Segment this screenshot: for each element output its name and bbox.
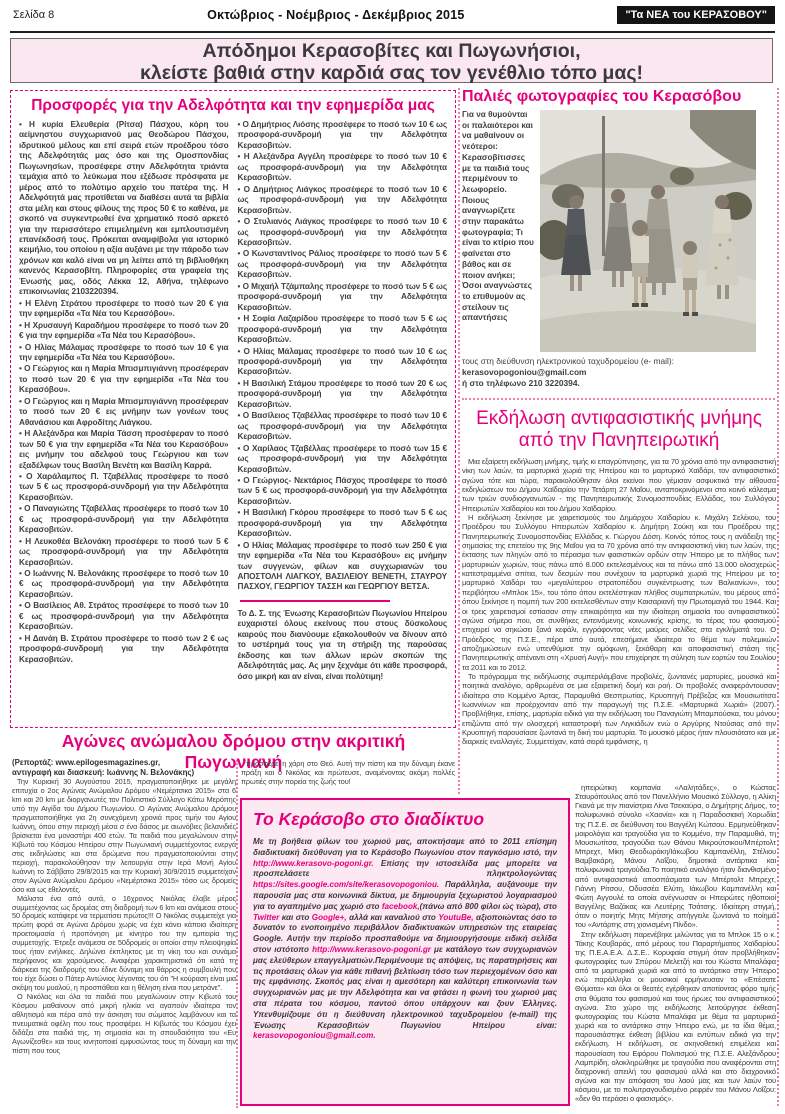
text-run: Παράλληλα, αυξάνουμε την παρουσία μας στα κοινωνικά δίκτυα, με δημιουργία ξεχωριστού λογαριασμού για το αγαπημένο μας χωριό στο	[253, 880, 557, 911]
paragraph: • Ο Γεώργιος και η Μαρία Μπισμπιγιάννη προσέφεραν το ποσό των 20 € για την εφημερίδα «Τα Νέα του Κερασόβου».	[19, 364, 229, 395]
donations-title: Προσφορές για την Αδελφότητα και την εφημερίδα μας	[31, 97, 435, 114]
paragraph: Μάλιστα ένα από αυτά, ο 16χρονος Νικόλας έλαβε μέρος συμμετέχοντας ως δρομέας στη διαδρομή των 6 km και ανάμεσα στους 50 δρομείς κατάφερε να τερματίσει πρώτος!!! Ο Νικόλας συμμετείχε για πρώτη φορά σε Αγώνα Δρόμου χωρίς να έχει κάνει κάποια ιδιαίτερη προετοιμασία ή προπόνηση με κίνητρο του την εμπειρία της συμμετοχής. Έτρεξε ανάμεσα σε 50δρομείς οι οποίοι στην πλειοψηφία τους ήταν ενήλικες. Δηλώνει έκπληκτος με τη νίκη του και συνάμα περήφανος και χαρούμενος. Αναφέρει χαρακτηριστικά ότι κατά τη διάρκεια της διαδρομής του έδινε δύναμη και θάρρος η συμβουλή που του είχε δώσει ο Πάτερ Αντώνιος λέγοντας του ότι "Η κούραση είναι μια σκέψη του μυαλού, η προσπάθεια και η θέληση είναι που μετράνε".	[12, 893, 236, 993]
donations-section	[10, 90, 456, 728]
race-body-column-1	[12, 778, 236, 1056]
banner-line2: κλείστε βαθιά στην καρδιά σας τον γενέθλιο τόπο μας!	[140, 61, 643, 84]
paragraph: • Η Χρυσαυγή Καραδήμου προσέφερε το ποσό των 20 € για την εφημερίδα «Τα Νέα του Κερασόβου».	[19, 320, 229, 341]
column-separator-main	[458, 88, 460, 794]
photo-caption-text: Για να θυμούνται οι παλαιότεροι και να μαθαίνουν οι νεότεροι: Κερασοβίτισσες με τα παιδιά τους περιμένουν το λεωφορείο. Ποιους αναγνωρίζετε στην παρακάτω φωτογραφία; Τι είναι το κτίριο που φαίνεται στο βάθος και σε ποιον ανήκει; Όσοι αναγνώστες το επιθυμούν ας στείλουν τις απαντήσεις	[462, 110, 534, 323]
web-link[interactable]: Google+,	[311, 912, 347, 922]
paragraph: • Ο Βασίλειος Αθ. Στράτος προσέφερε το ποσό των 10 € ως προσφορά-συνδρομή για την Αδελφότητα Κερασοβιτών.	[19, 601, 229, 632]
web-link[interactable]: YoutuBe,	[438, 912, 474, 922]
race-byline-line1: (Ρεπορτάζ: www.epilogesmagazines.gr,	[12, 758, 161, 767]
text-run: Με τη βοήθεια φίλων του χωριού μας, αποκτήσαμε από το 2011 επίσημη διαδικτυακή διεύθυνση για το Κεράσοβο Πωγωνίου στον παγκόσμιο ιστό, την	[253, 837, 557, 857]
donations-column-1	[19, 120, 229, 682]
paragraph: • Η Ελένη Στράτου προσέφερε το ποσό των 20 € για την εφημερίδα «Τα Νέα του Κερασόβου».	[19, 298, 229, 319]
photo-contact-note	[462, 356, 776, 389]
antifascist-body-wide	[462, 457, 776, 747]
issue-date: Οκτώβριος - Νοέμβριος - Δεκέμβριος 2015	[207, 8, 465, 22]
paragraph: Ο Νικόλας και όλα τα παιδιά που μεγαλώνουν στην Κιβωτό του Κόσμου μαθαίνουν από μικρή ηλικία να αγαπούν ιδιαίτερα τον αθλητισμό και πέρα από την άσκηση του σώματος λαμβάνουν και τα πνευματικά οφέλη που τους προσφέρει. Η Κιβωτός του Κόσμου έχει διδάξει στα παιδιά της, τη σημασία και τη σπουδαιότητα του «Ευ Αγωνίζεσθε» και τους κινητοποιεί εμφυσώντας τους τη δύναμη και την πίστη που τους	[12, 992, 236, 1055]
paragraph: ηπειρώτικη κομπανία «Λαλητάδες», ο Κώστας Σταυρόπουλος από τον Πανελλήνιο Μουσικό Σύλλογο, η Αλίκη Γκανά με την πιανίστρια Λίνα Τσεκαύρα, ο Δημήτρης Δήμος, το πολυφωνικό σύνολο «Χαονία» και η Παραδοσιακή Χορωδία της Π.Σ.Ε. σε διεύθυνση του Βαγγέλη Κώτσου. Ερμηνεύθηκαν μοιρολόγια και τραγούδια για το Κομμένο, την Παραμυθιά, τη Μουσιωτίτσα, τραγούδια των Θάνου Μικρούτσικου/Μπέρτολτ Μπρεχτ, Μίκη Θεοδωράκη/Ιάκωβου Καμπανέλλη, Στέλιου Βαμβακάρη, Μάνου Λοΐζου, δημοτικά αντάρτικα και πολυφωνικά τραγούδια.Το ποιητικό αναλόγιο ήταν διανθισμένο από αντιφασιστικά αποσπάσματα των Μπέρτολτ Μπρεχτ, Γιάννη Ρίτσου, Οδυσσέα Ελύτη, Ιάκωβου Καμπανέλλη και Φώτη Αγγουλέ τα οποία ανέγνωσαν οι Ηπειρώτες ηθοποιοί Βαγγέλης Βαζάκας και Λευτέρης Τσάτσης. Ιδιαίτερη στιγμή, όταν ο ποιητής Μητς Μήτσης απήγγειλε ζωντανά το ποίημά του «Αντάρτης στη χιονισμένη Πίνδο».	[575, 783, 776, 930]
text-run: και στο	[279, 912, 312, 922]
contact-email[interactable]: kerasovopogoniou@gmail.com	[462, 367, 587, 377]
paragraph: Μια εξαίρετη εκδήλωση μνήμης, τιμής κι επαγρύπνησης, για τα 70 χρόνια από την αντιφασιστική νίκη των λαών, τα μαρτυρικά χωριά της Ηπείρου και το μαρτυρικό Χαϊδάρι, τον αντιφασιστικό αγώνα τότε και τώρα, παρακολούθησαν όλοι εκείνοι που γέμισαν ασφυκτικά την αίθουσα εκδηλώσεων του Δήμου Χαϊδαρίου την Τετάρτη 27 Μαΐου, ανταποκρινόμενοι στο κοινό κάλεσμα των τριών συνδιοργανωτών - της Πανηπειρωτικής Συνομοσπονδίας Ελλάδας, του Συλλόγου Ηπειρωτών Χαϊδαρίου και του Δήμου Χαϊδαρίου.	[462, 457, 776, 513]
web-link[interactable]: Twitter	[253, 912, 280, 922]
paragraph: • Ο Γεώργιος και η Μαρία Μπισμπιγιάννη προσέφεραν το ποσό των 20 € εις μνήμην των γονέων τους Αθανάσιου και Αφροδίτης Λιάγκου.	[19, 396, 229, 427]
web-link[interactable]: http://www.kerasovo-pogoni.gr.	[253, 858, 374, 868]
internet-box-title: Το Κεράσοβο στο διαδίκτυο	[253, 809, 485, 829]
antifascist-title-line1: Εκδήλωση αντιφασιστικής μνήμης	[476, 408, 762, 429]
paragraph: • Ο Στυλιανός Λιάγκος προσέφερε το ποσό των 10 € ως προσφορά-συνδρομή για την Αδελφότητα Κερασοβιτών.	[237, 217, 447, 247]
paragraph: • Η Βασιλική Στάμου προσέφερε το ποσό των 20 € ως προσφορά-συνδρομή για την Αδελφότητα Κερασοβιτών.	[237, 378, 447, 409]
paragraph: • Ο Βασίλειος Τζαβέλλας προσέφερε το ποσό των 10 € ως προσφορά-συνδρομή για την Αδελφότητα Κερασοβιτών.	[237, 411, 447, 442]
column-separator-race	[236, 760, 238, 1108]
antifascist-title	[462, 408, 776, 451]
race-article-title: Αγώνες ανώμαλου δρόμου στην ακριτική Πωγωνιανή	[61, 731, 406, 772]
paragraph: Την Κυριακή 30 Αυγούστου 2015, πραγματοποιήθηκε με μεγάλη επιτυχία ο 2ος Αγώνας Ανώμαλου Δρόμου «Νεμέρτσικα 2015» στα 6 km και 20 km με διοργανωτές τον Πολιτιστικό Σύλλογο Κάτω Μερόπης υπό την Αιγίδα του Δήμου Πωγωνίου. Ο Αγώνας Ανώμαλου Δρόμου πραγματοποιήθηκε για 2η συνεχόμενη χρονιά προς τιμήν του Αγίου Ιωάννη, όπου στην περιοχή μέσα σ ένα δάσος με αιωνόβιες βελανιδιές βρίσκεται ένα μοναστήρι 400 ετών. Τα παιδιά που μεγαλώνουν στην Κιβωτό του Κόσμου Ηπείρου στην Πωγωνιανή συμμετέχοντας ενεργά στις εκδηλώσεις και στα δρώμενα που πραγματοποιούνται στην περιοχή, παρακολούθησαν την λειτουργία στην Ιερά Μονή Αγίου Ιωάννη το Σάββατο 29/8/2015 και την Κυριακή 30/9/2015 συμμετείχαν στον Αγώνα Ανώμαλου Δρόμου «Νεμέρτσικα 2015» τόσο ως δρομείς όσο και ως εθελοντές.	[12, 777, 236, 894]
text-run: αξιοποιώντας όσο το δυνατόν το ενοποιημένο περιβάλλον διαδικτυακών υπηρεσιών της εταιρείας Google. Αυτήν την περίοδο προσπαθούμε να δημιουργήσουμε ειδική σελίδα στον ιστότοπο	[253, 912, 557, 954]
web-link[interactable]: https://sites.google.com/site/kerasovopogoniou.	[253, 880, 440, 890]
paragraph: • Η Βασιλική Γκόρου προσέφερε το ποσό των 5 € ως προσφορά-συνδρομή για την Αδελφότητα Κερασοβιτών.	[237, 508, 447, 539]
contact-phone: ή στο τηλέφωνο 210 3220394.	[462, 378, 580, 388]
race-article-column-1	[12, 758, 236, 1056]
paragraph: • Ο Μιχαήλ Τζάμπαλης προσέφερε το ποσό των 5 € ως προσφορά-συνδρομή για την Αδελφότητα Κερασοβιτών.	[237, 281, 447, 312]
race-byline	[12, 758, 236, 777]
web-link[interactable]: http://www.kerasovo-pogoni.gr	[312, 944, 431, 954]
paragraph: • Ο Κωνσταντίνος Ράλιος προσέφερε το ποσό των 5 € ως προσφορά-συνδρομή για την Αδελφότητα Κερασοβιτών.	[237, 249, 447, 280]
page-header	[13, 6, 775, 24]
text-run: (πάνω από 800 φίλοι ώς τώρα), στο	[419, 901, 558, 911]
race-article-column-2: προσφέρει η χάρη στο Θεό. Αυτή την πίστη και την δύναμη έκανε πράξη και ο Νικόλας και πρώτευσε, αναμένοντας ακόμη πολλές πρωτιές στην πορεία της ζωής του!	[241, 759, 455, 786]
text-run: με κατάλογο των συγχωριανών μας ελεύθερων επαγγελματιών.Περιμένουμε τις απόψεις, τις παρατηρήσεις και τις προτάσεις όλων για κάθε πιθανή βελτίωση τόσο των περιεχομένων όσο και της εμφάνισης. Σκοπός μας είναι η αμεσότερη και καλύτερη επικοινωνία των συγχωριανών μας με την Αδελφότητα και να φτάσει η φωνή του χωριού μας στα πέρατα του κόσμου, παντού όπου υπάρχουν και ζουν Έλληνες. Υπενθυμίζουμε ότι η διεύθυνση ηλεκτρονικού ταχυδρομείου (e-mail) της Ένωσης Κερασοβιτών Πωγωνίου Ηπείρου είναι:	[253, 944, 557, 1030]
paragraph: • Ο Δημήτριος Λιόσης προσέφερε το ποσό των 10 € ως προσφορά-συνδρομή για την Αδελφότητα Κερασοβιτών.	[237, 120, 447, 150]
internet-box-body	[253, 837, 557, 1042]
paragraph: • Η Αλεξάνδρα και Μαρία Τάσση προσέφεραν το ποσό των 50 € για την εφημερίδα «Τα Νέα του Κερασόβου» εις μνήμην του αδελφού τους Γεώργιου και των εξαδέλφων τους Βασίλη Βενέτη και Βασίλη Καρρά.	[19, 429, 229, 470]
paragraph: • Η κυρία Ελευθερία (Ρίτσα) Πάσχου, κόρη του αείμνηστου συγχωριανού μας Θεοδώρου Πάσχου, ιδρυτικού μέλους και επί σειρά ετών προέδρου τόσο της Αδελφότητάς μας όσο και της Ομοσπονδίας Πωγωνησίων, προσέφερε στην Αδελφότητα τριάντα τεμάχια από το λεύκωμα που εξέδωσε πρόσφατα με μέρος από το πολύτιμο αρχείο του πατέρα της. Η Αδελφότητά μας προτίθεται να διαθέσει αυτά τα βιβλία στα μέλη και στους φίλους της προς 50 € το καθένα, με σκοπό να συγκεντρωθεί ένα χρηματικό ποσό αρκετό για την περισσότερο επιμελημένη και εμπλουτισμένη επανέκδοσή τους. Πρόκειται αναμφίβολα για ιστορικό κειμήλιο, του οποίου η αξία αυξάνει με την πάροδο των χρόνων και καλό είναι να μη λείπει από τη βιβλιοθήκη κανενός Κερασοβίτη. Πληροφορίες στα γραφεία της Ένωσής μας, οδός Λέκκα 12, Αθήνα, τηλέφωνο επικοινωνίας 2103220394.	[19, 120, 229, 297]
paragraph: • Η Λευκοθέα Βελονάκη προσέφερε το ποσό των 5 € ως προσφορά-συνδρομή για την Αδελφότητα Κερασοβιτών.	[19, 536, 229, 567]
paragraph: • Ο Ιωάννης Ν. Βελονάκης προσέφερε το ποσό των 10 € ως προσφορά-συνδρομή για την Αδελφότητα Κερασοβιτών.	[19, 569, 229, 599]
appeal-banner	[10, 38, 773, 83]
race-byline-line2: αντιγραφή και διασκευή: Ιωάννης Ν. Βελονάκης)	[12, 767, 195, 777]
right-margin-separator	[777, 88, 779, 1106]
banner-line1: Απόδημοι Κερασοβίτες και Πωγωνήσιοι,	[202, 40, 581, 62]
paragraph: • Ο Δημήτριος Λιάγκος προσέφερε το ποσό των 10 € ως προσφορά-συνδρομή για την Αδελφότητα Κερασοβιτών.	[237, 184, 447, 215]
text-run: Επίσης την ιστοσελίδα μας μπορείτε να προσπελάσετε πληκτρολογώντας	[253, 858, 557, 879]
paragraph: • Η Δανάη Β. Στράτου προσέφερε το ποσό των 2 € ως προσφορά-συνδρομή για την Αδελφότητα Κερασοβιτών.	[19, 633, 229, 664]
text-run: αλλά και καναλιού στο	[346, 912, 439, 922]
internet-info-box	[240, 798, 570, 1106]
section-divider-dotted	[462, 398, 775, 400]
antifascist-title-line2: από την Πανηπειρωτική	[518, 429, 720, 451]
paragraph: • Ο Ηλίας Μάλαμας προσέφερε το ποσό των 250 € για την εφημερίδα «Τα Νέα του Κερασόβου» εις μνήμην των συγγενών, φίλων και συγχωριανών του ΑΠΟΣΤΟΛΗ ΛΙΑΓΚΟΥ, ΒΑΣΙΛΕΙΟΥ ΒΕΝΕΤΗ, ΣΤΑΥΡΟΥ ΠΑΣΧΟΥ, ΓΕΩΡΓΙΟΥ ΤΑΣΣΗ και ΓΕΩΡΓΙΟΥ ΒΕΤΣΑ.	[237, 540, 447, 592]
donations-column-2	[238, 120, 448, 682]
web-link[interactable]: facebook,	[381, 901, 420, 911]
web-link[interactable]: kerasovopogoniou@gmail.com.	[253, 1031, 376, 1041]
antifascist-body-narrow	[575, 783, 776, 1103]
donations-column-2-list	[238, 120, 448, 593]
paragraph: Η εκδήλωση ξεκίνησε με χαιρετισμούς του Δημάρχου Χαϊδαρίου κ. Μιχάλη Σελέκου, του Προέδρου του Συλλόγου Ηπειρωτών Χαϊδαρίου κ. Δημήτρη Σούκη και του Προέδρου της Πανηπειρωτικής Συνομοσπονδίας Ελλάδας κ. Γιώργου Δόση. Κοινός τόπος τους η ανάδειξη της σημασίας της επετείου της 9ης Μαΐου για τα 70 χρόνια από την αντιφασιστική νίκη των λαών, της έκτασης των πληγών από το πέρασμα των φασιστικών ορδών στην Ήπειρο με το πλήθος των μαρτυρικών χωριών, τους πάνω από 8.000 εκτελεσμένους και τα πάνω από 13.000 ολοσχερώς κατεστραμμένα σπίτια, των δεσμών που συνέχουν τα μαρτυρικά χωριά της Ηπείρου με το μαρτυρικό Χαϊδάρι του «μεγαλύτερου στρατοπέδου συγκέντρωσης των Βαλκανίων», του περιβόητου «Μπλοκ 15», του τόπο όπου εκτελέστηκαν πλήθος συμπατριωτών, του μέρους από όπου ξεκίνησε η πομπή των 200 εκτελεσθέντων στην Καισαριανή την Πρωτομαγιά του 1944. Και οι τρεις χαιρετισμοί εστίασαν στην επικαιρότητα και την ιδιαίτερη σημασία του αντιφασιστικού αγώνα σήμερα που, σε συνθήκες εντεινόμενης κοινωνικής κρίσης, το τέρας του φασισμού επιχειρεί να σηκώσει ξανά κεφάλι, εγγράφοντας νέες μαύρες σελίδες στα εγκλήματά του. Ο Πρόεδρος της Π.Σ.Ε., πέρα από αυτά, επεσήμανε ιδιαίτερα το θέμα των πολεμικών αποζημιώσεων ενώ υπενθύμισε την ομόφωνη, ξεκάθαρη και αποφασιστική στάση της Πανηπειρωτικής απέναντι στη «Χρυσή Αυγή» που επιχείρησε τη σύληση των εορτών του Σουλίου τα 2011 και το 2012.	[462, 513, 776, 672]
thanks-divider	[240, 600, 390, 602]
header-rule	[10, 31, 775, 33]
photo-contact-line1: τους στη διεύθυνση ηλεκτρονικού ταχυδρομείου (e- mail):	[462, 356, 674, 366]
paragraph: • Ο Ηλίας Μάλαμας προσέφερε το ποσό των 10 € ως προσφορά-συνδρομή για την Αδελφότητα Κερασοβιτών.	[237, 346, 447, 377]
old-photos-section	[462, 88, 776, 389]
board-thanks-note: Το Δ. Σ. της Ένωσης Κερασοβιτών Πωγωνίου Ηπείρου ευχαριστεί όλους εκείνους που στους δύσκολους καιρούς που διανύουμε εξακολουθούν να δίνουν από το υστέρημά τους για τη στήριξη της παρούσας έκδοσης και των άλλων ιερών σκοπών της Αδελφότητάς μας. Ας μην ξεχνάμε ότι κάθε προσφορά, όσο μικρή και αν είναι, είναι πολύτιμη!	[237, 608, 447, 681]
paragraph: Το πρόγραμμα της εκδήλωσης συμπεριλάμβανε προβολές, ζωντανές μαρτυρίες, μουσικά και ποιητικά αναλόγιο, αρθρωμένα σε μια εξαιρετική δομή και ροή. Οι προβολές αναφερόντουσαν ιδιαίτερα στο Κομμένο Άρτας, Παραμυθιά Θεσπρωτίας, Κρυοπηγή Πρέβεζας και Μουσιωτίτσα Ιωαννίνων και προέρχονταν από την παραγωγή της Π.Σ.Ε. «Μαρτυρικά Χωριά» (2007). Προβλήθηκε, επίσης, μαρτυρία ειδικά για την εκδήλωση του Παναγιώτη Μπαμπούσκα, του μόνου επιζώντα από την ολοσχερή καταστροφή των Λιγκιάδων ενώ ο Αργύρης Ντούσιας από την Κρυοπηγή παρουσίασε ζωντανά τη δική του μαρτυρία. Το μουσικό μέρος ήταν πλουσιότατο και με διαρκείς εναλλαγές. Συμμετείχαν, κατά σειρά εμφάνισης, η	[462, 671, 776, 747]
masthead-badge: "Τα ΝΕΑ του ΚΕΡΑΣΟΒΟΥ"	[617, 6, 775, 24]
paragraph: Στην εκδήλωση παρενέβηκε μιλώντας για το Μπλοκ 15 ο κ. Τάκης Κουβαράς, από μέρους του Παραρτήματος Χαϊδαρίου της Π.Ε.Α.Ε.Α. Δ.Σ.Ε.. Κορυφαία στιγμή όταν προβλήθηκαν φωτογραφίες των Σπύρου Μελετζή και του Κώστα Μπαλάφα από τα μαρτυρικά χωριά και από το αντάρτικο στην Ήπειρο ενώ παράλληλα οι μουσικοί ερμήνευσαν το «Επέσατε Θύματα» και όλοι οι θεατές εγέρθηκαν αποτίοντας φόρο τιμής στα θύματα του φασισμού και τους ήρωες του αντιφασιστικού αγώνα. Στο χώρο της εκδήλωσης λειτούργησε έκθεση φωτογραφίας του Κώστα Μπαλάφα με θέμα τα μαρτυρικά χωριά και το αντάρτικο στην Ήπειρο ενώ, με τα ίδια θέμα, παρουσιάστηκε έκθεση βιβλίου και εντύπων ειδικά για την εκδήλωση. Η εκδήλωση, σε σκηνοθετική επιμέλεια και παρουσίαση του Εφόρου Πολιτισμού της Π.Σ.Ε. Αλεξάνδρου Λαμπρίδη, ολοκληρώθηκε με τραγούδια που αναφέρονται στη διαχρονική απειλή του φασισμού αλλά και στο διαχρονικό αγώνα και την απόφαση του λαού μας και των λαών του κόσμου, με το πολυτραγουδισμένο ρεφρέν του Μάνου Λοΐζου: «δεν θα περάσει ο φασισμός».	[575, 929, 776, 1104]
old-photo	[540, 110, 756, 352]
paragraph: • Ο Ηλίας Μάλαμας προσέφερε το ποσό των 10 € για την εφημερίδα «Τα Νέα του Κερασόβου».	[19, 342, 229, 362]
antifascist-article	[462, 404, 776, 747]
old-photos-title: Παλιές φωτογραφίες του Κερασόβου	[462, 88, 742, 105]
paragraph: • Η Σοφία Λαζαρίδου προσέφερε το ποσό των 5 € ως προσφορά-συνδρομή για την Αδελφότητα Κερασοβιτών.	[237, 314, 447, 345]
paragraph: • Ο Χαράλαμπος Π. Τζαβέλλας προσέφερε το ποσό των 5 € ως προσφορά-συνδρομή για την Αδελφότητα Κερασοβιτών.	[19, 471, 229, 502]
paragraph: • Ο Χαρίλαος Τζαβέλλας προσέφερε το ποσό των 15 € ως προσφορά-συνδρομή για την Αδελφότητα Κερασοβιτών.	[237, 443, 447, 474]
paragraph: • Ο Παναγιώτης Τζαβέλλας προσέφερε το ποσό των 10 € ως προσφορά-συνδρομή για την Αδελφότητα Κερασοβιτών.	[19, 504, 229, 535]
paragraph: • Ο Γεώργιος- Νεκτάριος Πάσχος προσέφερε το ποσό των 5 € ως προσφορά-συνδρομή για την Αδελφότητα Κερασοβιτών.	[237, 475, 447, 506]
page-number: Σελίδα 8	[13, 9, 55, 21]
paragraph: • Η Αλεξάνδρα Αγγέλη προσέφερε το ποσό των 10 € ως προσφορά-συνδρομή για την Αδελφότητα Κερασοβιτών.	[237, 152, 447, 183]
